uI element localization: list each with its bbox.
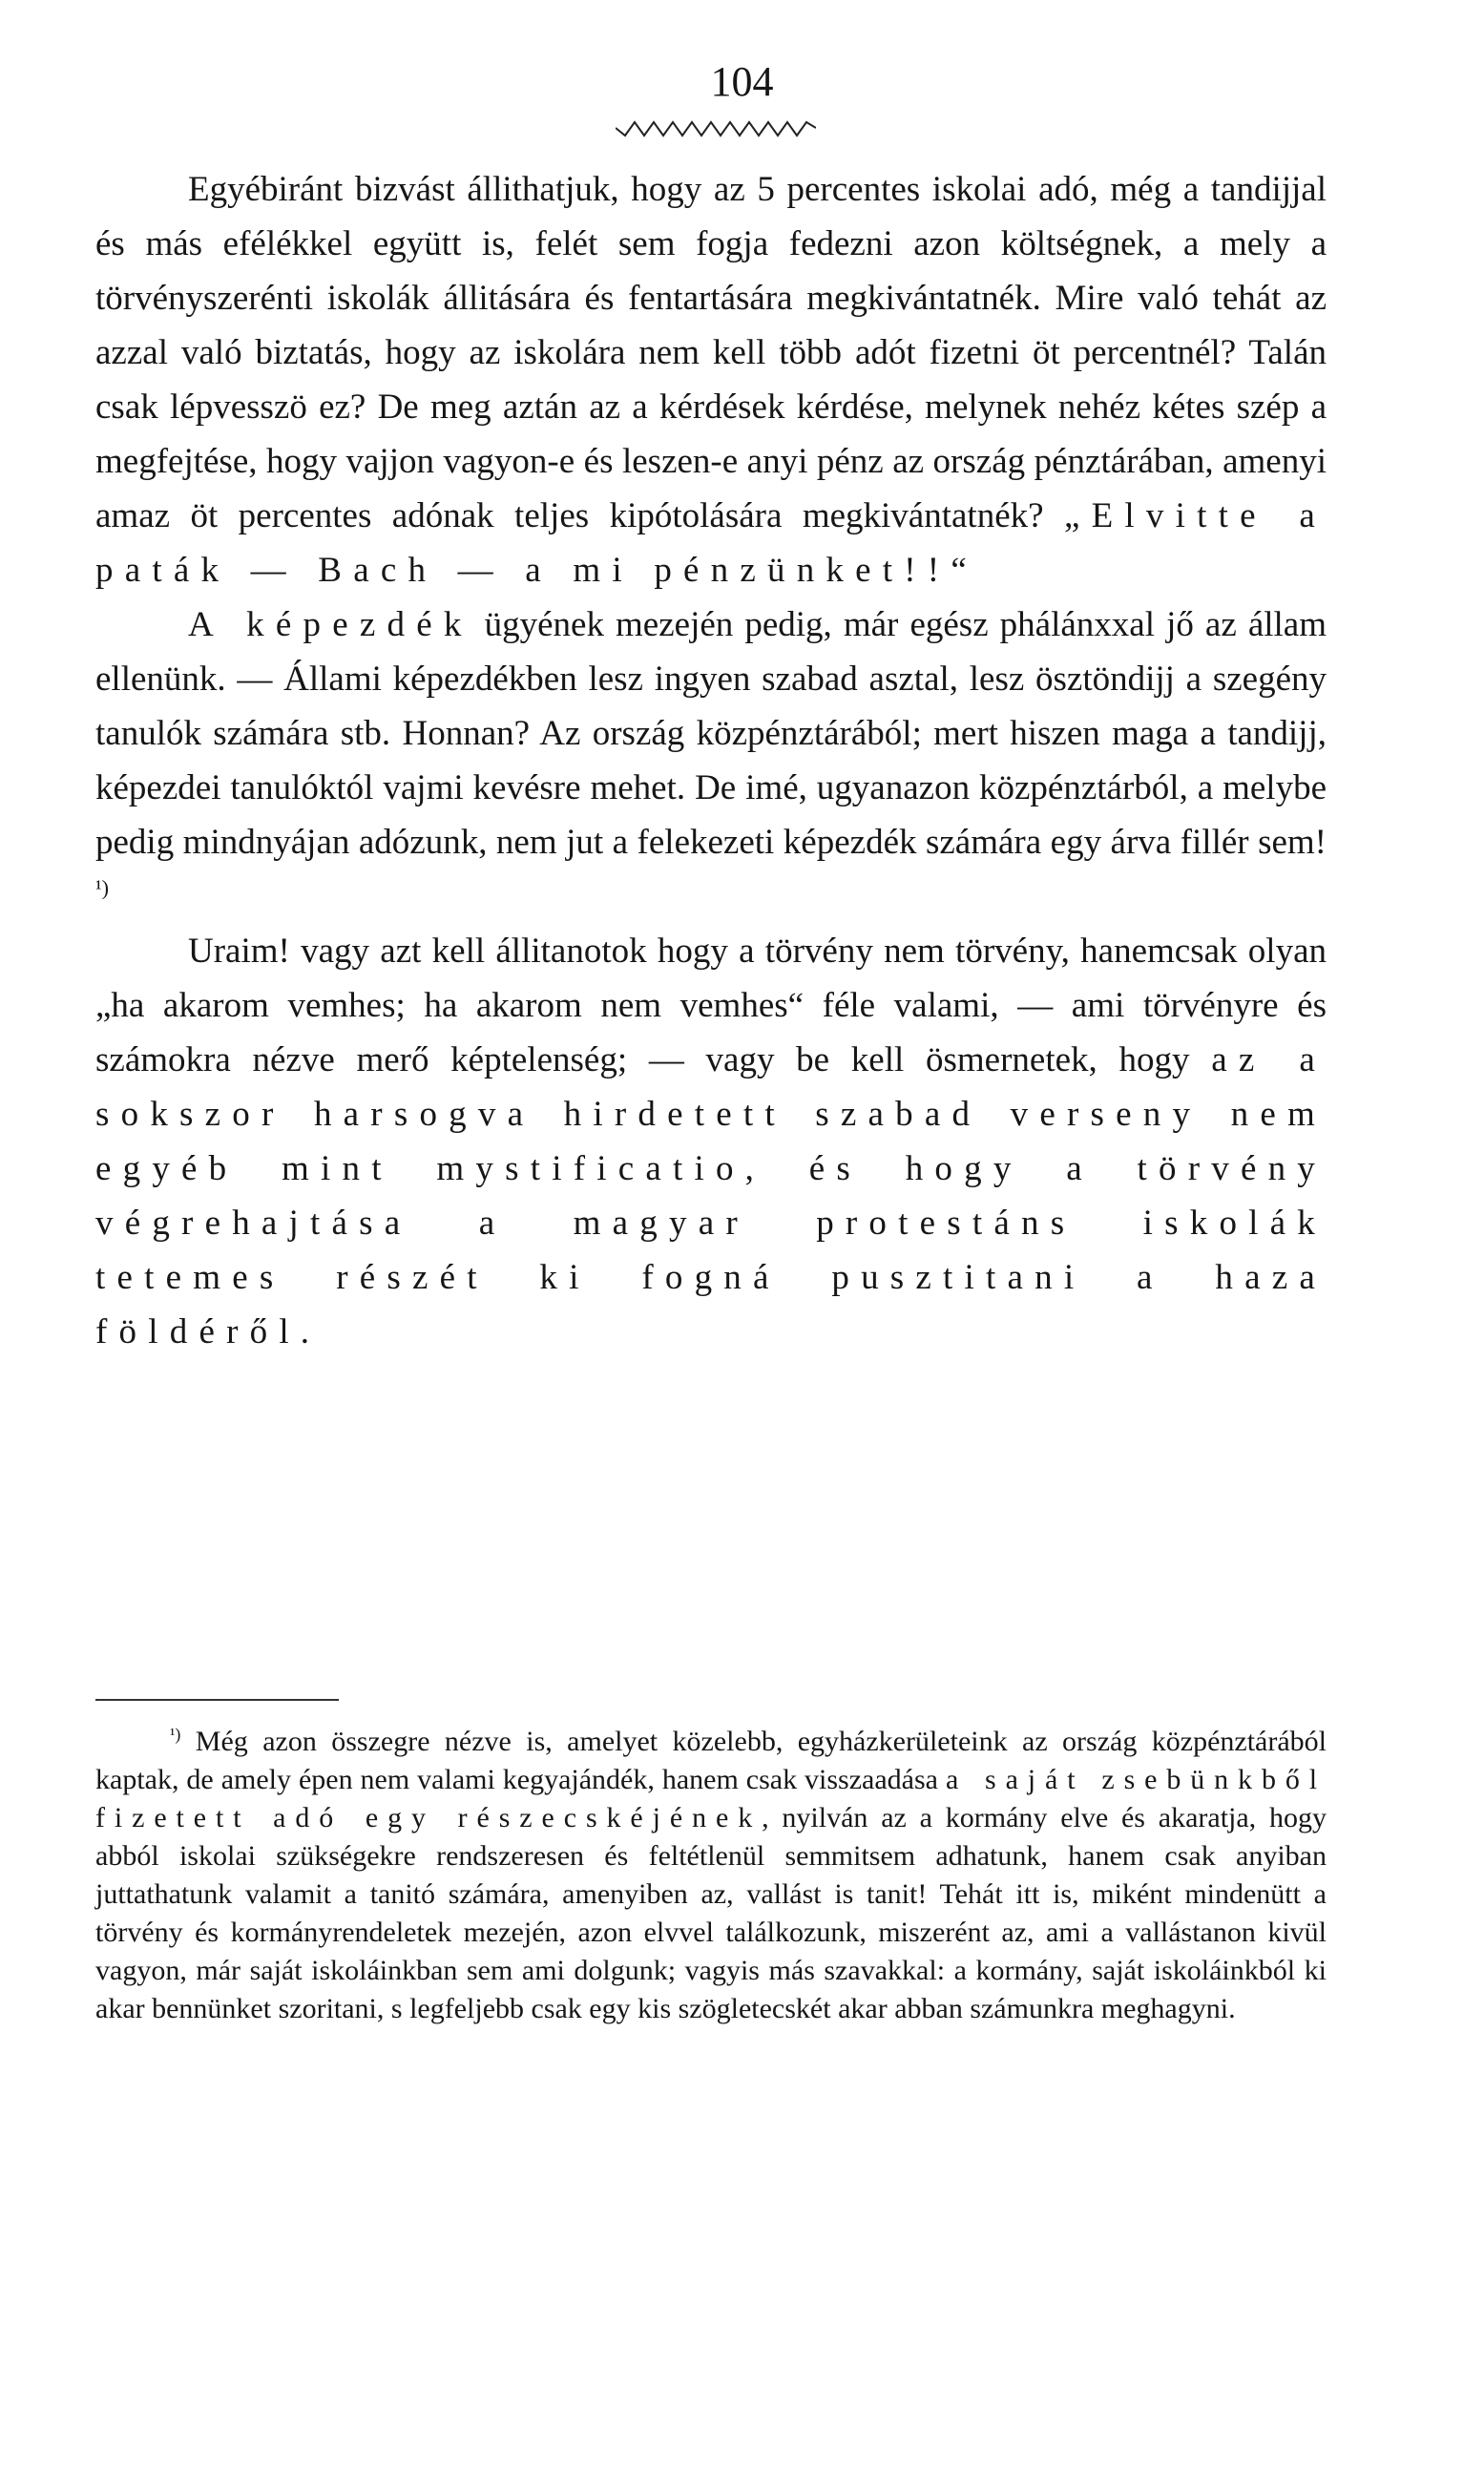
ornament-divider [616, 115, 816, 141]
text-run: Még azon összegre nézve is, amelyet közelebb, egyházkerületeink az ország közpénztárából kaptak, de amely épen nem valami kegyajándék, hanem csak visszaadása [95, 1726, 1327, 1795]
page-number: 104 [710, 58, 774, 105]
paragraph [95, 597, 1327, 924]
footnote [95, 1723, 1327, 2028]
paragraph [95, 924, 1327, 1359]
footnotes [95, 1723, 1327, 2028]
text-run: ügyének mezején pedig, már egész phálánxxal jő az állam ellenünk. — Állami képezdékben lesz ingyen szabad asztal, lesz ösztöndijj a szegény tanulók számára stb. Honnan? Az ország közpénztárából; mert hiszen maga a tandijj, képezdei tanulóktól vajmi kevésre mehet. De imé, ugyanazon közpénztárból, a melybe pedig mindnyájan adózunk, nem jut a felekezeti képezdék számára egy árva fillér sem! [95, 605, 1327, 862]
footnote-marker: ¹) [170, 1725, 181, 1745]
footnote-reference[interactable]: ¹) [95, 875, 110, 900]
paragraph [95, 162, 1327, 597]
spaced-emphasis: az a sokszor harsogva hirdetett szabad verseny nem egyéb mint mystificatio, és hogy a törvény végrehajtása a magyar protestáns iskolák tetemes részét ki fogná pusztitani a haza földéről. [95, 1040, 1327, 1351]
main-text [95, 162, 1327, 1359]
text-run: , nyilván az a kormány elve és akaratja, hogy abból iskolai szükségekre rendszeresen és feltétlenül semmitsem adhatunk, hanem csak anyiban juttathatunk valamit a tanitó számára, amenyiben az, vallást is tanit! Tehát itt is, miként mindenütt a törvény és kormányrendeletek mezején, azon elvvel találkozunk, miszerént az, ami a vallástanon kivül vagyon, már saját iskoláinkban sem ami dolgunk; vagyis más szavakkal: a kormány, saját iskoláinkból ki akar bennünket szoritani, s legfeljebb csak egy kis szögletecskét akar abban számunkra meghagyni. [95, 1802, 1327, 2024]
footnote-separator [95, 1699, 339, 1701]
text-run: Uraim! vagy azt kell állitanotok hogy a törvény nem törvény, hanemcsak olyan „ha akarom vemhes; ha akarom nem vemhes“ féle valami, — ami törvényre és számokra nézve merő képtelenség; — vagy be kell ösmernetek, hogy [95, 932, 1327, 1079]
spaced-emphasis: A képezdék [188, 605, 473, 644]
spaced-emphasis: a saját zsebünkből fizetett adó egy részecskéjének [95, 1764, 1327, 1833]
text-run: Egyébiránt bizvást állithatjuk, hogy az 5 percentes iskolai adó, még a tandijjal és más efélékkel együtt is, felét sem fogja fedezni azon költségnek, a mely a törvényszerénti iskolák állitására és fentartására megkivántatnék. Mire való tehát az azzal való biztatás, hogy az iskolára nem kell több adót fizetni öt percentnél? Talán csak lépvesszö ez? De meg aztán az a kérdések kérdése, melynek nehéz kétes szép a megfejtése, hogy vajjon vagyon-e és leszen-e anyi pénz az ország pénztárában, amenyi amaz öt percentes adónak teljes kipótolására megkivántatnék? [95, 170, 1327, 535]
spaced-emphasis: „Elvitte a paták — Bach — a mi pénzünket!!“ [95, 496, 1327, 590]
